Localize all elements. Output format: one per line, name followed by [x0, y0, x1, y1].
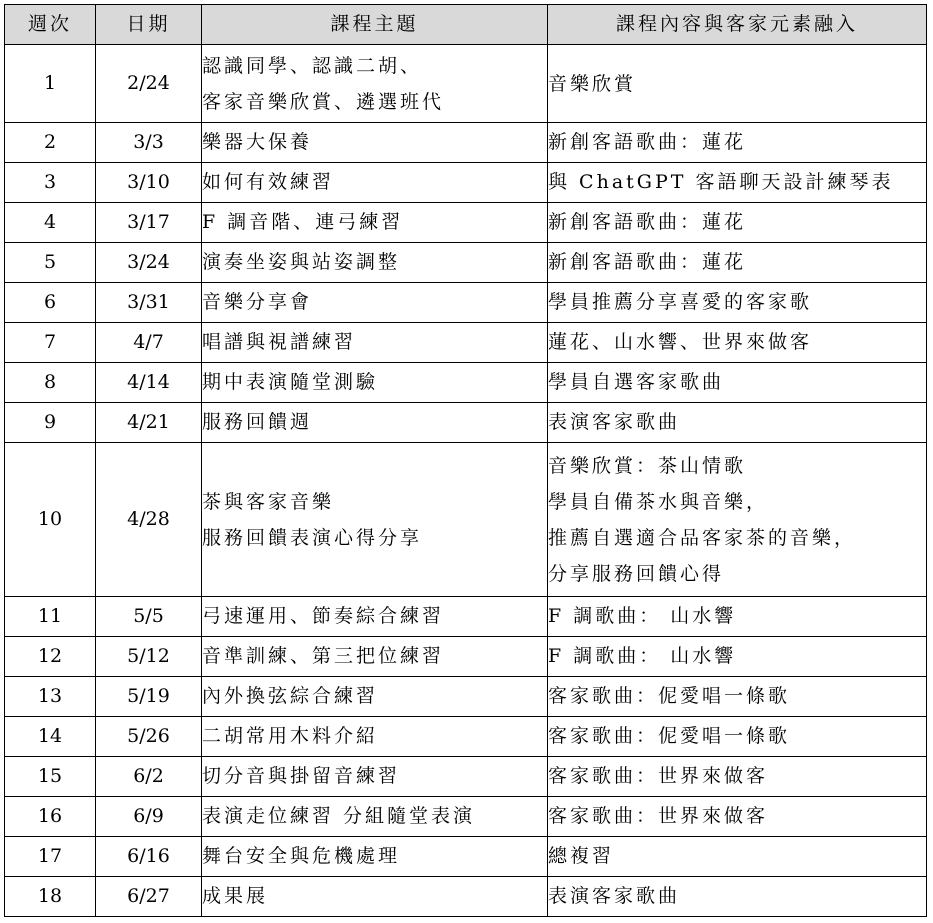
date-cell: 6/16: [96, 837, 202, 877]
date-cell: 5/5: [96, 597, 202, 637]
content-cell: [548, 877, 927, 917]
content-line: 總複習: [548, 845, 615, 867]
content-line: 客家歌曲：世界來做客: [548, 765, 769, 787]
topic-line: 唱譜與視譜練習: [202, 331, 357, 353]
topic-cell: [202, 163, 548, 203]
date-cell: 5/12: [96, 637, 202, 677]
content-line: 新創客語歌曲：蓮花: [548, 131, 747, 153]
topic-line: 樂器大保養: [202, 131, 313, 153]
week-cell: 12: [5, 637, 96, 677]
date-cell: 3/10: [96, 163, 202, 203]
topic-cell: [202, 123, 548, 163]
topic-cell: [202, 283, 548, 323]
table-row: [5, 443, 927, 597]
week-cell: 14: [5, 717, 96, 757]
table-row: [5, 45, 927, 123]
topic-cell: [202, 203, 548, 243]
topic-line: 二胡常用木料介紹: [202, 725, 379, 747]
content-cell: [548, 797, 927, 837]
content-line: F 調歌曲： 山水響: [548, 645, 737, 667]
date-cell: 4/21: [96, 403, 202, 443]
date-cell: 4/14: [96, 363, 202, 403]
week-cell: 18: [5, 877, 96, 917]
topic-line: 認識同學、認識二胡、: [202, 54, 423, 77]
topic-cell: [202, 597, 548, 637]
content-cell: [548, 717, 927, 757]
week-cell: 13: [5, 677, 96, 717]
table-row: [5, 243, 927, 283]
topic-cell: [202, 837, 548, 877]
schedule-document: [4, 4, 927, 917]
date-cell: 6/9: [96, 797, 202, 837]
week-cell: 16: [5, 797, 96, 837]
table-row: [5, 363, 927, 403]
topic-line: 表演走位練習 分組隨堂表演: [202, 805, 476, 827]
week-cell: 6: [5, 283, 96, 323]
topic-line: 期中表演隨堂測驗: [202, 371, 379, 393]
week-cell: 3: [5, 163, 96, 203]
week-cell: 17: [5, 837, 96, 877]
content-cell: [548, 45, 927, 123]
topic-line: 茶與客家音樂: [202, 490, 335, 513]
course-schedule-table: [4, 4, 927, 917]
content-cell: [548, 163, 927, 203]
content-line: 音樂欣賞：茶山情歌: [548, 454, 747, 477]
content-line: 學員推薦分享喜愛的客家歌: [548, 291, 813, 313]
topic-line: 音準訓練、第三把位練習: [202, 645, 445, 667]
content-cell: [548, 243, 927, 283]
topic-cell: [202, 363, 548, 403]
topic-cell: [202, 323, 548, 363]
week-cell: 15: [5, 757, 96, 797]
content-line: 推薦自選適合品客家茶的音樂，: [548, 526, 857, 549]
topic-line: 如何有效練習: [202, 171, 335, 193]
content-cell: [548, 597, 927, 637]
date-cell: 6/27: [96, 877, 202, 917]
content-line: 客家歌曲：世界來做客: [548, 805, 769, 827]
date-cell: 5/26: [96, 717, 202, 757]
content-line: 新創客語歌曲：蓮花: [548, 211, 747, 233]
topic-cell: [202, 243, 548, 283]
table-row: [5, 717, 927, 757]
topic-cell: [202, 797, 548, 837]
header-date: 日期: [96, 5, 202, 45]
topic-cell: [202, 443, 548, 597]
table-row: [5, 757, 927, 797]
topic-line: 客家音樂欣賞、遴選班代: [202, 90, 445, 113]
table-row: [5, 163, 927, 203]
topic-cell: [202, 45, 548, 123]
topic-cell: [202, 877, 548, 917]
week-cell: 7: [5, 323, 96, 363]
header-topic: 課程主題: [202, 5, 548, 45]
topic-cell: [202, 677, 548, 717]
content-line: 表演客家歌曲: [548, 885, 681, 907]
topic-line: 弓速運用、節奏綜合練習: [202, 605, 445, 627]
topic-line: F 調音階、連弓練習: [202, 211, 404, 233]
topic-line: 切分音與掛留音練習: [202, 765, 401, 787]
week-cell: 10: [5, 443, 96, 597]
topic-line: 服務回饋週: [202, 411, 313, 433]
week-cell: 1: [5, 45, 96, 123]
topic-line: 內外換弦綜合練習: [202, 685, 379, 707]
table-row: [5, 283, 927, 323]
content-cell: [548, 443, 927, 597]
week-cell: 9: [5, 403, 96, 443]
content-line: 客家歌曲：伲愛唱一條歌: [548, 685, 791, 707]
content-line: 與 ChatGPT 客語聊天設計練琴表: [548, 171, 894, 193]
topic-cell: [202, 717, 548, 757]
week-cell: 11: [5, 597, 96, 637]
content-line: 分享服務回饋心得: [548, 562, 725, 585]
date-cell: 6/2: [96, 757, 202, 797]
content-cell: [548, 757, 927, 797]
week-cell: 4: [5, 203, 96, 243]
topic-line: 演奏坐姿與站姿調整: [202, 251, 401, 273]
date-cell: 3/3: [96, 123, 202, 163]
week-cell: 5: [5, 243, 96, 283]
table-row: [5, 797, 927, 837]
date-cell: 4/28: [96, 443, 202, 597]
header-content: 課程內容與客家元素融入: [548, 5, 927, 45]
date-cell: 3/24: [96, 243, 202, 283]
date-cell: 2/24: [96, 45, 202, 123]
table-row: [5, 637, 927, 677]
content-line: 音樂欣賞: [548, 72, 637, 95]
content-cell: [548, 677, 927, 717]
table-row: [5, 123, 927, 163]
content-line: F 調歌曲： 山水響: [548, 605, 737, 627]
table-body: [5, 45, 927, 917]
content-cell: [548, 403, 927, 443]
content-cell: [548, 283, 927, 323]
table-row: [5, 677, 927, 717]
content-line: 客家歌曲：伲愛唱一條歌: [548, 725, 791, 747]
content-line: 學員自備茶水與音樂，: [548, 490, 769, 513]
topic-line: 音樂分享會: [202, 291, 313, 313]
header-week: 週次: [5, 5, 96, 45]
content-line: 表演客家歌曲: [548, 411, 681, 433]
topic-cell: [202, 757, 548, 797]
topic-cell: [202, 403, 548, 443]
week-cell: 8: [5, 363, 96, 403]
content-cell: [548, 637, 927, 677]
date-cell: 3/31: [96, 283, 202, 323]
content-cell: [548, 323, 927, 363]
content-line: 學員自選客家歌曲: [548, 371, 725, 393]
date-cell: 4/7: [96, 323, 202, 363]
table-row: [5, 877, 927, 917]
date-cell: 3/17: [96, 203, 202, 243]
content-cell: [548, 837, 927, 877]
week-cell: 2: [5, 123, 96, 163]
topic-line: 服務回饋表演心得分享: [202, 526, 423, 549]
table-row: [5, 203, 927, 243]
table-header-row: [5, 5, 927, 45]
table-row: [5, 597, 927, 637]
content-line: 蓮花、山水響、世界來做客: [548, 331, 813, 353]
content-cell: [548, 203, 927, 243]
content-line: 新創客語歌曲：蓮花: [548, 251, 747, 273]
content-cell: [548, 123, 927, 163]
table-row: [5, 837, 927, 877]
topic-line: 舞台安全與危機處理: [202, 845, 401, 867]
topic-line: 成果展: [202, 885, 269, 907]
topic-cell: [202, 637, 548, 677]
date-cell: 5/19: [96, 677, 202, 717]
content-cell: [548, 363, 927, 403]
table-row: [5, 323, 927, 363]
table-row: [5, 403, 927, 443]
